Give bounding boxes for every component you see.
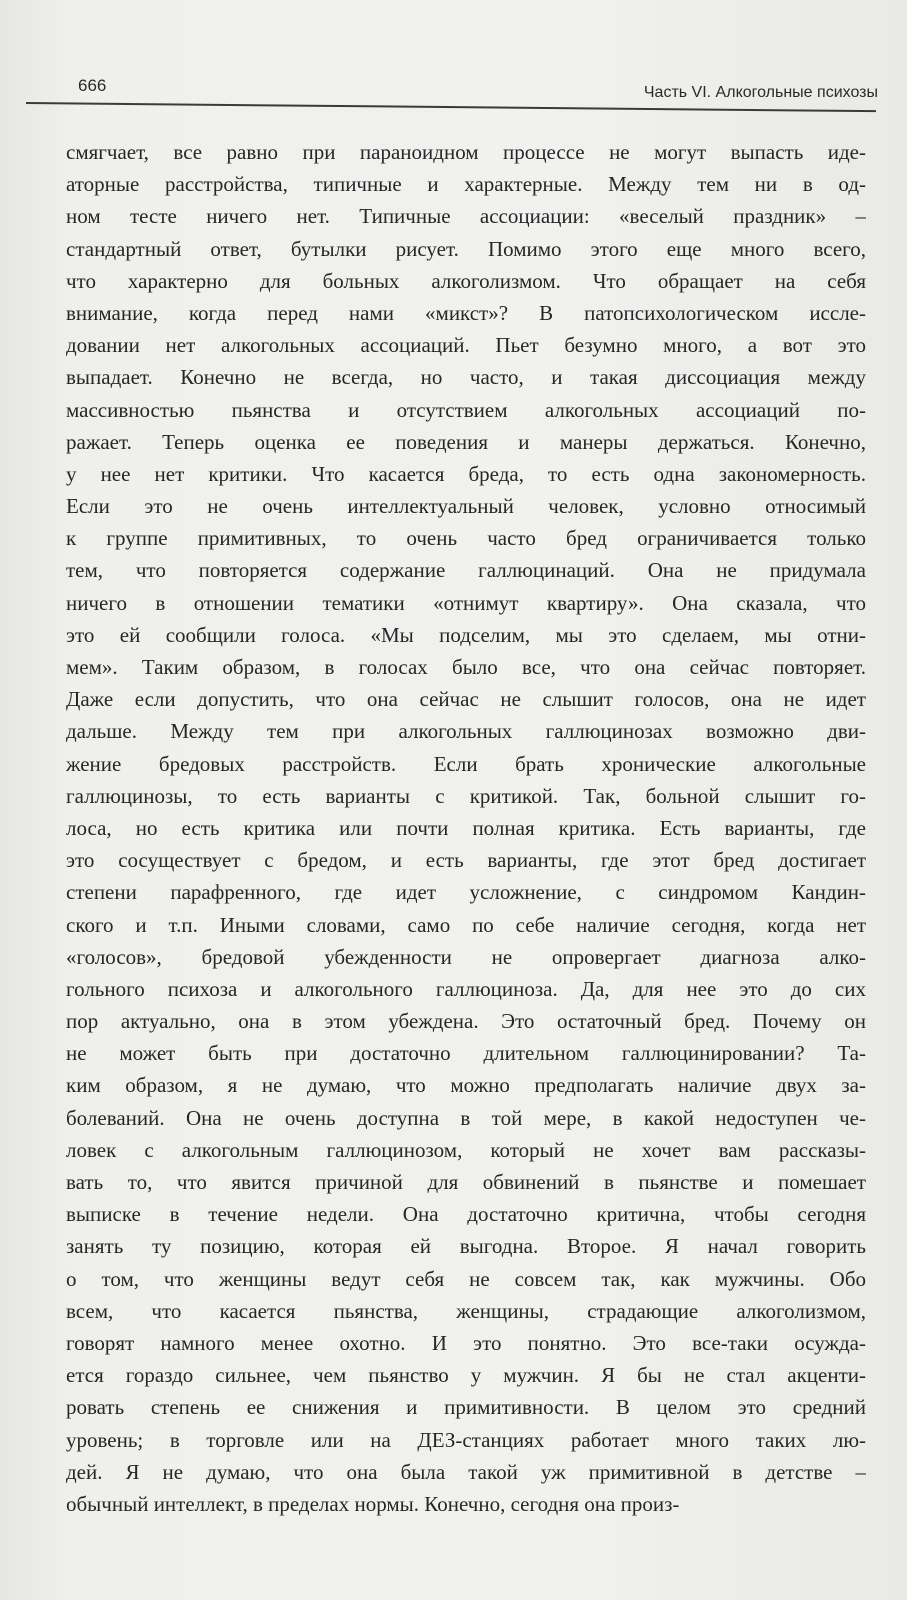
body-text <box>66 136 866 1520</box>
text-line: «голосов», бредовой убежденности не опровергает диагноза алко- <box>66 944 866 969</box>
text-line: к группе примитивных, то очень часто бред ограничивается только <box>66 526 866 551</box>
text-line: это сосуществует с бредом, и есть варианты, где этот бред достигает <box>66 848 866 873</box>
text-line: ловек с алкогольным галлюцинозом, который не хочет вам рассказы- <box>66 1137 866 1162</box>
text-line: вать то, что явится причиной для обвинений в пьянстве и помешает <box>66 1170 866 1194</box>
text-line: внимание, когда перед нами «микст»? В патопсихологическом иссле- <box>66 300 866 325</box>
text-line: ничего в отношении тематики «отнимут квартиру». Она сказала, что <box>66 590 866 615</box>
text-line: ется гораздо сильнее, чем пьянство у мужчин. Я бы не стал акценти- <box>66 1363 866 1388</box>
text-line: галлюцинозы, то есть варианты с критикой. Так, больной слышит го- <box>66 783 866 808</box>
text-line: уровень; в торговле или на ДЕЗ-станциях работает много таких лю- <box>66 1427 866 1452</box>
text-line: Даже если допустить, что она сейчас не слышит голосов, она не идет <box>66 687 866 712</box>
text-line: стандартный ответ, бутылки рисует. Помимо этого еще много всего, <box>66 236 866 261</box>
text-line: ского и т.п. Иными словами, само по себе наличие сегодня, когда нет <box>66 912 866 937</box>
text-line: выпадает. Конечно не всегда, но часто, и такая диссоциация между <box>66 365 866 390</box>
text-line: болеваний. Она не очень доступна в той мере, в какой недоступен че- <box>66 1105 866 1130</box>
text-line: лоса, но есть критика или почти полная критика. Есть варианты, где <box>66 815 866 840</box>
text-line: у нее нет критики. Что касается бреда, то есть одна закономерность. <box>66 461 866 486</box>
page-number: 666 <box>78 76 107 95</box>
text-line: довании нет алкогольных ассоциаций. Пьет безумно много, а вот это <box>66 333 866 358</box>
text-line: выписке в течение недели. Она достаточно критична, чтобы сегодня <box>66 1202 866 1227</box>
text-line: дей. Я не думаю, что она была такой уж примитивной в детстве – <box>66 1459 866 1484</box>
text-line: тем, что повторяется содержание галлюцинаций. Она не придумала <box>66 558 866 583</box>
text-line: массивностью пьянства и отсутствием алкогольных ассоциаций по- <box>66 397 866 422</box>
text-line: степени парафренного, где идет усложнение, с синдромом Кандин- <box>66 880 866 905</box>
text-line: гольного психоза и алкогольного галлюциноза. Да, для нее это до сих <box>66 976 866 1001</box>
text-line: Если это не очень интеллектуальный человек, условно относимый <box>66 494 866 519</box>
text-line: аторные расстройства, типичные и характерные. Между тем ни в од- <box>66 172 866 197</box>
text-line: пор актуально, она в этом убеждена. Это остаточный бред. Почему он <box>66 1009 866 1034</box>
running-head: Часть VI. Алкогольные психозы <box>643 84 878 101</box>
text-line: не может быть при достаточно длительном галлюцинировании? Та- <box>66 1041 866 1066</box>
text-line: что характерно для больных алкоголизмом. Что обращает на себя <box>66 268 866 293</box>
text-line: занять ту позицию, которая ей выгодна. Второе. Я начал говорить <box>66 1234 866 1259</box>
text-line: это ей сообщили голоса. «Мы подселим, мы это сделаем, мы отни- <box>66 622 866 647</box>
text-line: мем». Таким образом, в голосах было все, что она сейчас повторяет. <box>66 655 866 679</box>
text-line: дальше. Между тем при алкогольных галлюцинозах возможно дви- <box>66 719 866 744</box>
text-line: ким образом, я не думаю, что можно предполагать наличие двух за- <box>66 1073 866 1098</box>
text-line: обычный интеллект, в пределах нормы. Конечно, сегодня она произ- <box>66 1491 680 1516</box>
text-line: смягчает, все равно при параноидном процессе не могут выпасть иде- <box>66 140 866 164</box>
text-line: ровать степень ее снижения и примитивности. В целом это средний <box>66 1395 866 1420</box>
text-line: ражает. Теперь оценка ее поведения и манеры держаться. Конечно, <box>66 429 866 454</box>
text-line: о том, что женщины ведут себя не совсем так, как мужчины. Обо <box>66 1266 866 1291</box>
text-line: ном тесте ничего нет. Типичные ассоциации: «веселый праздник» – <box>66 204 866 229</box>
text-line: жение бредовых расстройств. Если брать хронические алкогольные <box>66 751 866 776</box>
text-line: всем, что касается пьянства, женщины, страдающие алкоголизмом, <box>66 1298 866 1323</box>
text-line: говорят намного менее охотно. И это понятно. Это все-таки осужда- <box>66 1330 866 1355</box>
